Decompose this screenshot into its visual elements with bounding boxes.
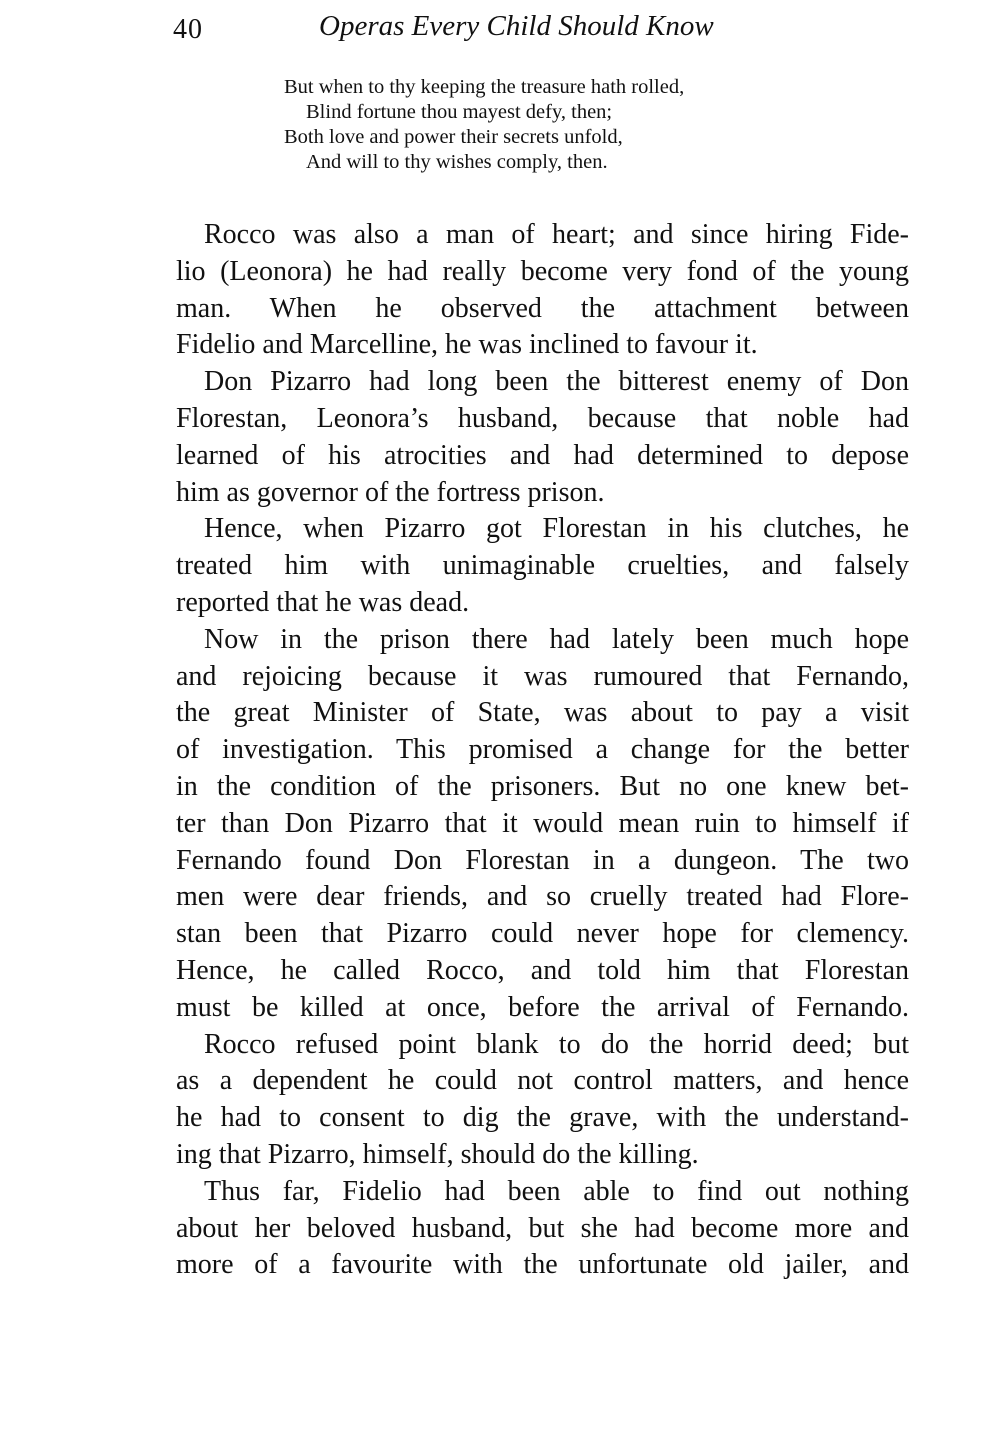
verse-block: [284, 75, 844, 175]
text-line: about her beloved husband, but she had become more and: [176, 1212, 909, 1244]
text-line: man. When he observed the attachment between: [176, 292, 909, 324]
text-line: and rejoicing because it was rumoured that Fernando,: [176, 660, 909, 692]
verse-line: And will to thy wishes comply, then.: [306, 151, 608, 173]
text-line: him as governor of the fortress prison.: [176, 476, 605, 508]
page-number: 40: [173, 14, 203, 45]
text-line: men were dear friends, and so cruelly treated had Flore-: [176, 881, 909, 913]
text-line: ter than Don Pizarro that it would mean ruin to himself if: [176, 807, 909, 839]
text-line: Fernando found Don Florestan in a dungeon. The two: [176, 844, 909, 876]
text-line: Don Pizarro had long been the bitterest enemy of Don: [204, 366, 909, 398]
text-line: Rocco refused point blank to do the horrid deed; but: [204, 1028, 909, 1060]
text-line: of investigation. This promised a change for the better: [176, 734, 909, 766]
verse-line: Both love and power their secrets unfold,: [284, 126, 623, 148]
paragraph: [176, 622, 909, 1027]
text-line: Fidelio and Marcelline, he was inclined to favour it.: [176, 329, 758, 361]
text-line: more of a favourite with the unfortunate old jailer, and: [176, 1249, 909, 1281]
paragraph: [176, 511, 909, 621]
text-line: Hence, when Pizarro got Florestan in his clutches, he: [204, 513, 909, 545]
text-line: Hence, he called Rocco, and told him that Florestan: [176, 954, 909, 986]
paragraph: [176, 1174, 909, 1284]
paragraph: [176, 1027, 909, 1174]
verse-line: Blind fortune thou mayest defy, then;: [306, 101, 613, 123]
paragraph: [176, 364, 909, 511]
paragraph: [176, 217, 909, 364]
text-line: learned of his atrocities and had determined to depose: [176, 439, 909, 471]
text-line: the great Minister of State, was about to pay a visit: [176, 697, 909, 729]
text-line: stan been that Pizarro could never hope for clemency.: [176, 918, 909, 950]
text-line: Florestan, Leonora’s husband, because that noble had: [176, 402, 909, 434]
text-line: in the condition of the prisoners. But no one knew bet-: [176, 770, 909, 802]
text-line: Now in the prison there had lately been much hope: [204, 623, 909, 655]
text-line: must be killed at once, before the arrival of Fernando.: [176, 991, 909, 1023]
text-line: Thus far, Fidelio had been able to find out nothing: [204, 1175, 909, 1207]
text-line: Rocco was also a man of heart; and since hiring Fide-: [204, 219, 909, 250]
text-line: treated him with unimaginable cruelties, and falsely: [176, 550, 909, 582]
text-line: as a dependent he could not control matters, and hence: [176, 1065, 909, 1097]
text-line: ing that Pizarro, himself, should do the killing.: [176, 1138, 699, 1170]
text-line: reported that he was dead.: [176, 586, 470, 618]
verse-line: But when to thy keeping the treasure hath rolled,: [284, 76, 685, 98]
text-line: lio (Leonora) he had really become very fond of the young: [176, 255, 909, 287]
running-title: Operas Every Child Should Know: [319, 10, 714, 42]
body-text: [176, 217, 909, 1284]
running-header: [173, 10, 913, 50]
text-line: he had to consent to dig the grave, with the understand-: [176, 1102, 909, 1134]
